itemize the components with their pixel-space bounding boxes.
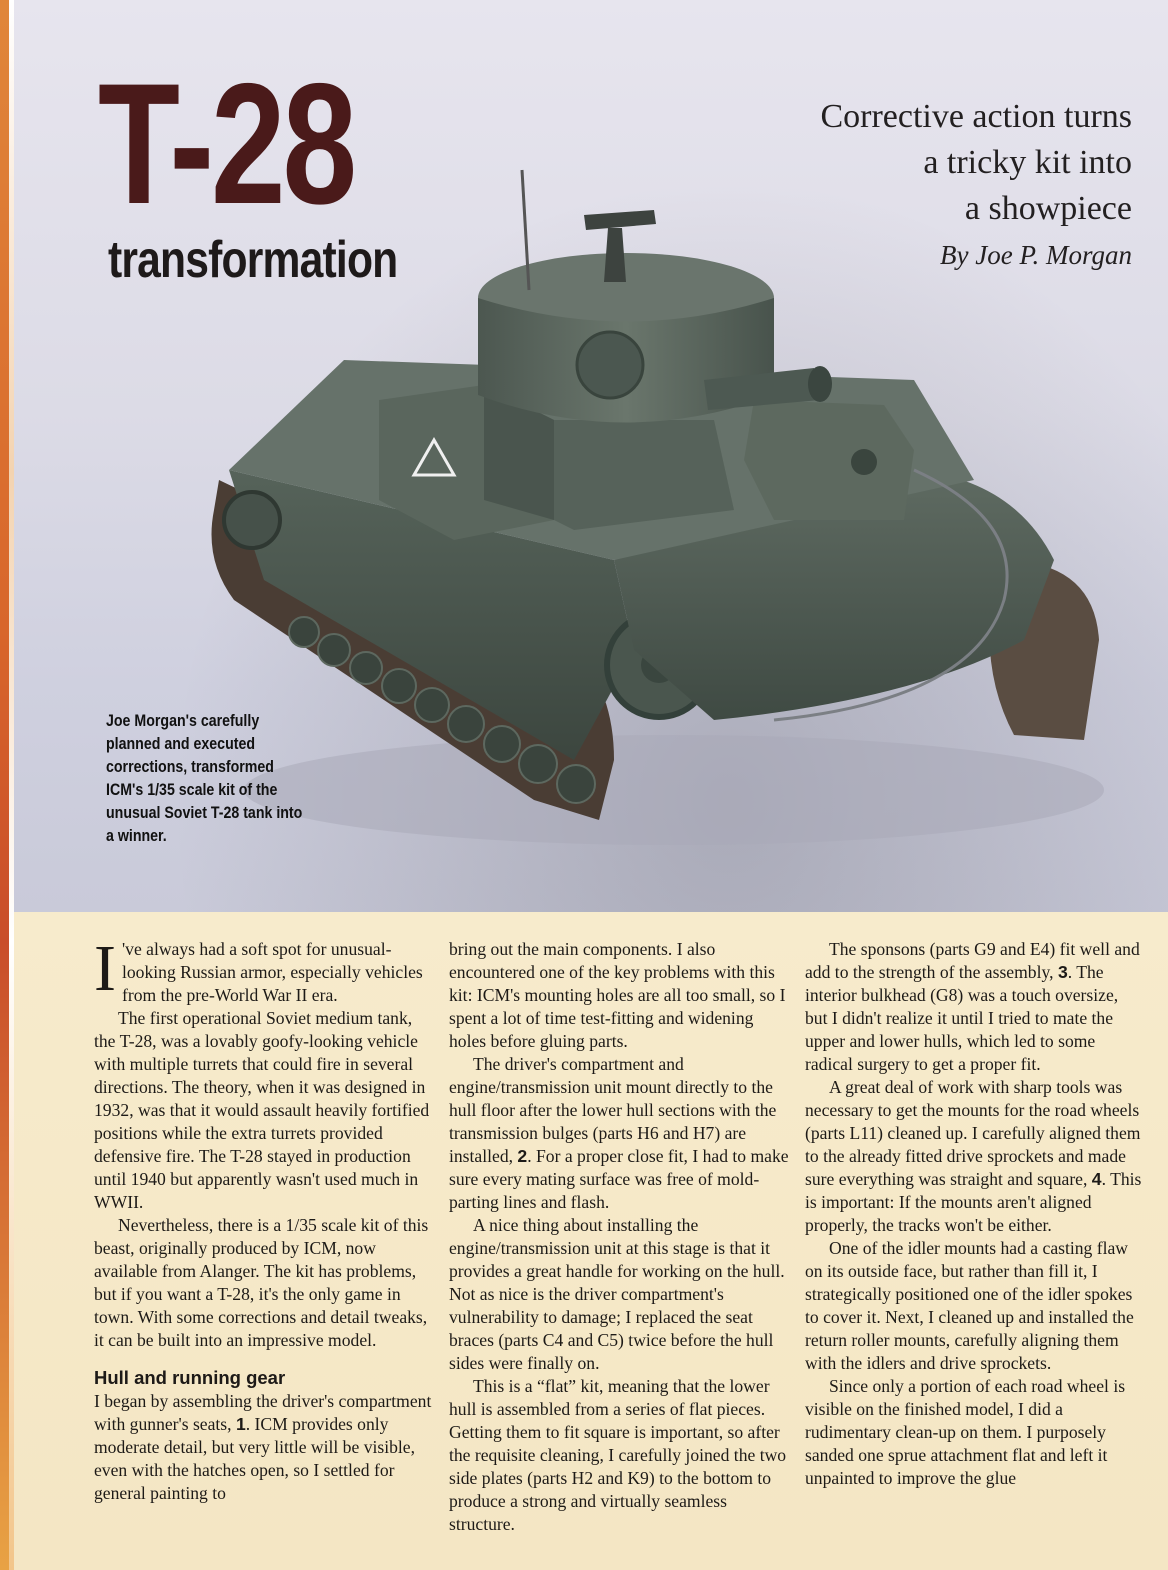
paragraph-text: A great deal of work with sharp tools was necessary to get the mounts for the road wheels (parts L11) cleaned up. I carefully aligned them to the already fitted drive sprockets and made sure everything was straight and square,	[805, 1077, 1141, 1189]
turret-mantlet	[577, 332, 643, 398]
paragraph: The first operational Soviet medium tank, the T-28, was a lovably goofy-looking vehicle with multiple turrets that could fire in several directions. The theory, when it was designed in 1932, was that it would assault heavily fortified positions while the extra turrets provided defensive fire. The T-28 stayed in production until 1940 but apparently wasn't used much in WWII.	[94, 1008, 430, 1212]
paragraph	[805, 1076, 1145, 1237]
paragraph-text: The sponsons (parts G9 and E4) fit well and add to the strength of the assembly,	[805, 939, 1140, 982]
idler-wheel	[224, 492, 280, 548]
paragraph: Nevertheless, there is a 1/35 scale kit of this beast, originally produced by ICM, now available from Alanger. The kit has problems, but if you want a T-28, it's the only game in town. With some corrections and detail tweaks, it can be built into an impressive model.	[94, 1215, 429, 1350]
paragraph-text: The driver's compartment and engine/transmission unit mount directly to the hull floor after the lower hull sections with the transmission bulges (parts H6 and H7) are installed,	[449, 1054, 777, 1166]
section-subhead: Hull and running gear	[94, 1367, 286, 1388]
paragraph	[449, 1053, 789, 1214]
paragraph	[805, 938, 1145, 1076]
tank-photo-backdrop	[14, 0, 1168, 912]
paragraph: A nice thing about installing the engine/transmission unit at this stage is that it provides a great handle for working on the hull. Not as nice is the driver compartment's vulnerability to damage; I replaced the seat braces (parts C4 and C5) twice before the hull sides were finally on.	[449, 1215, 785, 1373]
paragraph: This is a “flat” kit, meaning that the lower hull is assembled from a series of flat pieces. Getting them to fit square is important, so after the requisite cleaning, I carefully joined the two side plates (parts H2 and K9) to the bottom to produce a strong and virtually seamless structure.	[449, 1376, 787, 1534]
deck-line: a showpiece	[964, 190, 1132, 227]
right-sub-turret	[744, 400, 914, 520]
tank-shadow	[244, 735, 1104, 845]
paragraph-text: . This is important: If the mounts aren't aligned properly, the tracks won't be either.	[805, 1169, 1142, 1235]
paragraph-text: 've always had a soft spot for unusual-looking Russian armor, especially vehicles from the pre-World War II era.	[121, 939, 423, 1005]
drop-cap: I	[94, 932, 116, 1005]
article-byline: By Joe P. Morgan	[940, 240, 1132, 270]
paragraph: Since only a portion of each road wheel is visible on the finished model, I did a rudimentary clean-up on them. I purposely sanded one sprue attachment flat and left it unpainted to improve the glue	[805, 1376, 1126, 1488]
body-column-3	[805, 938, 1145, 1490]
figure-ref: 2	[517, 1146, 528, 1166]
deck-line: Corrective action turns	[820, 98, 1132, 135]
paragraph-text: . For a proper close fit, I had to make sure every mating surface was free of mold-parting lines and flash.	[449, 1146, 789, 1212]
article-subtitle: transformation	[108, 231, 398, 289]
photo-caption: Joe Morgan's carefully planned and executed corrections, transformed ICM's 1/35 scale kit of the unusual Soviet T-28 tank into a winner.	[106, 712, 303, 845]
paragraph	[94, 932, 434, 1007]
body-column-2	[449, 938, 789, 1536]
paragraph-text: I began by assembling the driver's compartment with gunner's seats,	[94, 1391, 432, 1434]
figure-ref: 4	[1091, 1169, 1102, 1189]
article-title: T-28	[98, 48, 354, 240]
paragraph: bring out the main components. I also encountered one of the key problems with this kit: ICM's mounting holes are all too small, so I spent a lot of time test-fitting and widening holes before gluing parts.	[449, 939, 786, 1051]
article-deck	[712, 94, 1132, 232]
deck-line: a tricky kit into	[923, 144, 1132, 181]
paragraph	[94, 1390, 434, 1505]
figure-ref: 1	[235, 1414, 246, 1434]
paragraph: One of the idler mounts had a casting flaw on its outside face, but rather than fill it, I strategically positioned one of the idler spokes to cover it. Next, I cleaned up and installed the return roller mounts, carefully aligning them with the idlers and drive sprockets.	[805, 1238, 1134, 1373]
paragraph-text: . The interior bulkhead (G8) was a touch oversize, but I didn't realize it until I tried to mate the upper and lower hulls, which led to some radical surgery to get a proper fit.	[805, 962, 1119, 1074]
paragraph-text: . ICM provides only moderate detail, but very little will be visible, even with the hatches open, so I settled for general painting to	[94, 1414, 416, 1503]
page-edge-stripe	[0, 0, 14, 1570]
figure-ref: 3	[1057, 962, 1068, 982]
body-column-1	[94, 932, 434, 1505]
